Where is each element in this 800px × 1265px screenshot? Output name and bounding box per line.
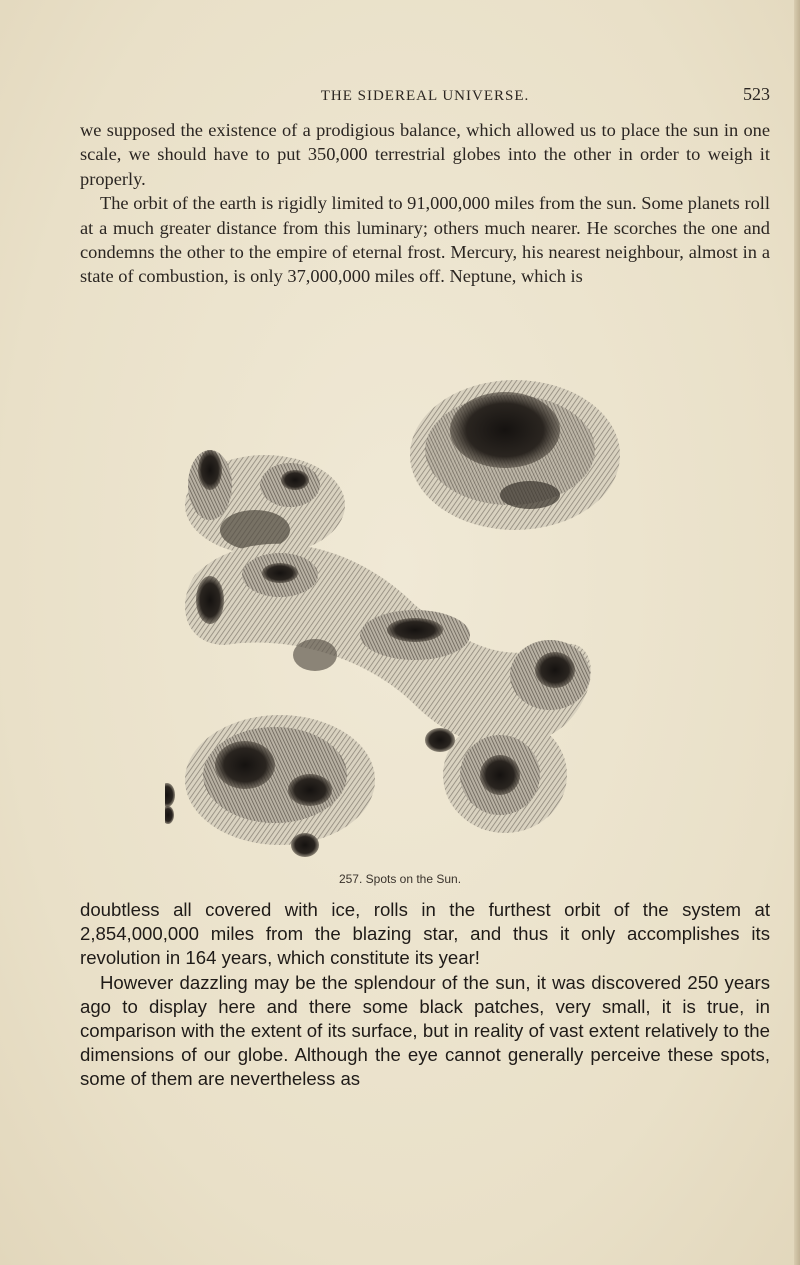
paragraph: The orbit of the earth is rigidly limited to 91,000,000 miles from the sun. Some planets roll at a much greater distance from this luminary; others much nearer. He scorches the one and condemns the other to the empire of eternal frost. Mercury, his nearest neighbour, almost in a state of combustion, is only 37,000,000 miles off. Neptune, which is [80, 193, 770, 287]
running-head: THE SIDEREAL UNIVERSE. [320, 88, 530, 104]
page-edge [794, 0, 800, 1265]
sunspot-group-lower-right [425, 717, 567, 833]
paragraph: doubtless all covered with ice, rolls in the furthest orbit of the system at 2,854,000,000 miles from the blazing star, and thus it only accomplishes its revolution in 164 years, which constitute its year! [80, 899, 770, 969]
sunspot-group-center [185, 544, 591, 747]
sunspots-illustration [165, 345, 625, 865]
paragraph: However dazzling may be the splendour of the sun, it was discovered 250 years ago to display here and there some black patches, very small, it is true, in comparison with the extent of its surface, but in reality of vast extent relatively to the dimensions of our globe. Although the eye cannot generally perceive these spots, some of them are nevertheless as [80, 971, 770, 1090]
page-number: 523 [743, 84, 770, 104]
page-header [80, 84, 770, 114]
sunspot-group-upper-right [410, 380, 620, 530]
body-text-top [80, 118, 770, 289]
paragraph: we supposed the existence of a prodigious balance, which allowed us to place the sun in one scale, we should have to put 350,000 terrestrial globes into the other in order to weigh it properly. [80, 120, 770, 189]
body-text-bottom [80, 898, 770, 1092]
sunspot-group-lower-left [165, 715, 375, 857]
sunspot-group-upper-left [185, 450, 345, 555]
figure-caption: 257. Spots on the Sun. [338, 872, 462, 886]
